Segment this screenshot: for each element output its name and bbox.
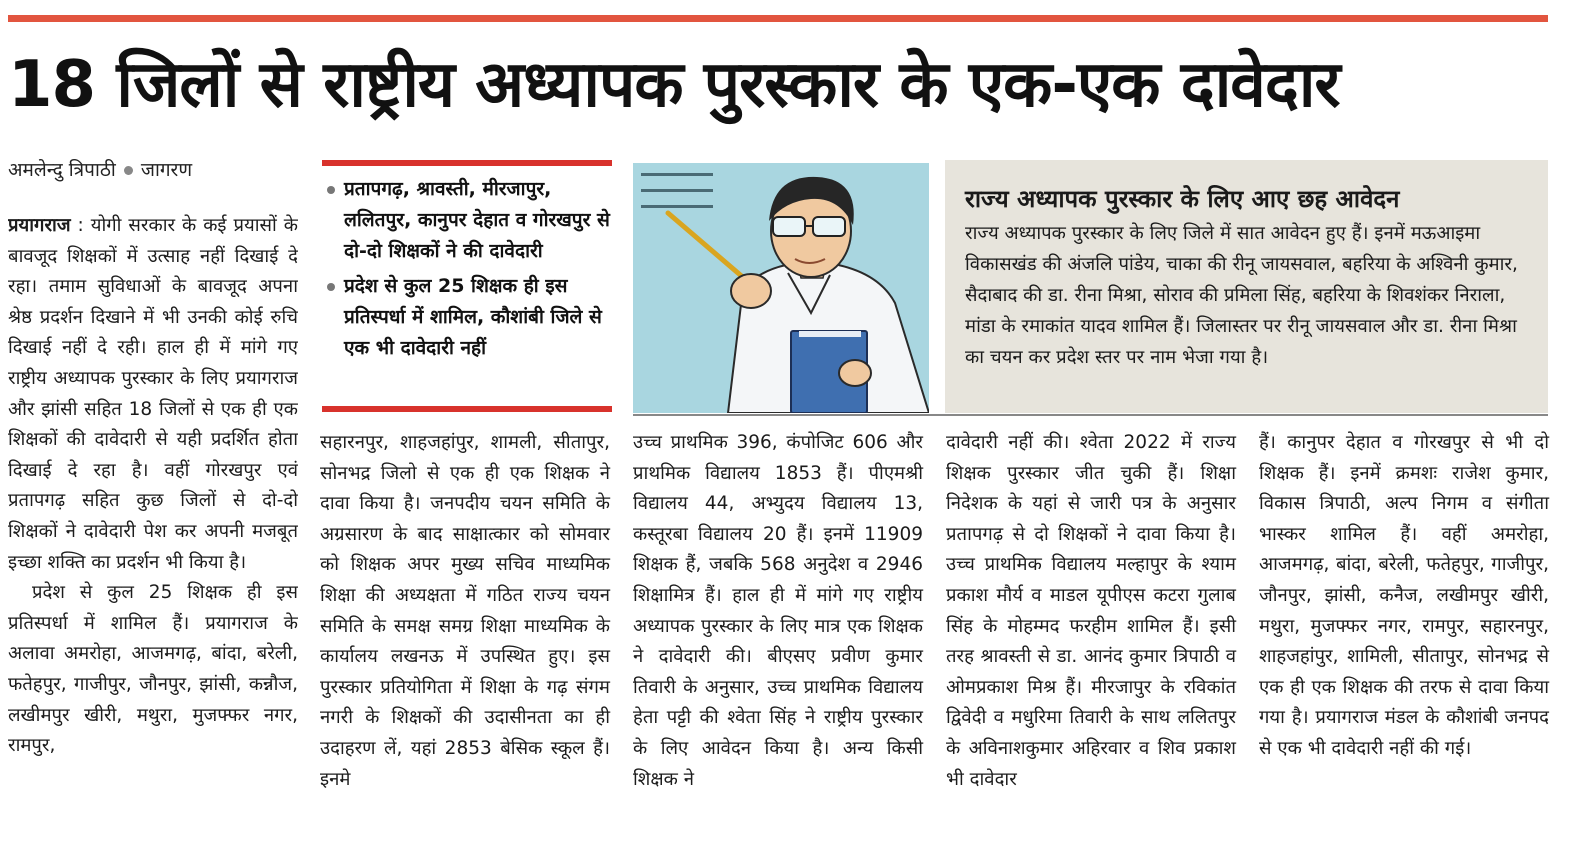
highlight-item: [324, 174, 612, 267]
sidebar-box: [945, 160, 1548, 413]
article-column-4-text: दावेदारी नहीं की। श्वेता 2022 में राज्य शिक्षक पुरस्कार जीत चुकी हैं। शिक्षा निदेशक के यहां से जारी पत्र के अनुसार प्रतापगढ़ से दो शिक्षकों ने दावा किया है। उच्च प्राथमिक विद्यालय मल्हापुर के श्याम प्रकाश मौर्य व माडल यूपीएस कटरा गुलाब सिंह के मोहम्मद फरहीम शामिल हैं। इसी तरह श्रावस्ती से डा. आनंद कुमार त्रिपाठी व ओमप्रकाश मिश्र हैं। मीरजापुर के रविकांत द्विवेदी व मधुरिमा तिवारी के साथ ललितपुर के अविनाशकुमार अहिरवार व शिव प्रकाश भी दावेदार: [946, 432, 1236, 790]
article-column-5: [1259, 428, 1549, 765]
byline-author: अमलेन्दु त्रिपाठी: [8, 159, 116, 181]
highlight-text: प्रदेश से कुल 25 शिक्षक ही इस प्रतिस्पर्धा में शामिल, कौशांबी जिले से एक भी दावेदारी नहीं: [344, 275, 602, 359]
highlights-box: [322, 160, 612, 415]
article-column-2: [320, 428, 610, 795]
byline: [8, 156, 192, 182]
highlights-top-rule: [322, 160, 612, 166]
top-accent-bar: [8, 15, 1548, 22]
highlight-item: [324, 271, 612, 364]
teacher-illustration: [633, 163, 929, 413]
article-column-1: [8, 211, 298, 843]
byline-publication: जागरण: [140, 159, 193, 181]
highlights-bottom-rule: [322, 406, 612, 412]
article-column-5-text: हैं। कानुपर देहात व गोरखपुर से भी दो शिक्षक हैं। इनमें क्रमशः राजेश कुमार, विकास त्रिपाठी, अल्प निगम व संगीता भास्कर शामिल हैं। वहीं अमरोहा, आजमगढ़, बांदा, बरेली, फतेहपुर, गाजीपुर, जौनपुर, झांसी, कनैज, लखीमपुर खीरी, मथुरा, मुजफ्फर नगर, रामपुर, सहारनपुर, शाहजहांपुर, शामिली, सीतापुर, सोनभद्र से एक ही एक शिक्षक की तरफ से दावा किया गया है। प्रयागराज मंडल के कौशांबी जनपद से एक भी दावेदारी नहीं की गई।: [1259, 432, 1549, 759]
sidebar-body: राज्य अध्यापक पुरस्कार के लिए जिले में सात आवेदन हुए हैं। इनमें मऊआइमा विकासखंड की अंजलि पांडेय, चाका की रीनू जायसवाल, बहरिया के अश्विनी कुमार, सैदाबाद की डा. रीना मिश्रा, सोराव की प्रमिला सिंह, बहरिया के शिवशंकर निराला, मांडा के रमाकांत यादव शामिल हैं। जिलास्तर पर रीनू जायसवाल और डा. रीना मिश्रा का चयन कर प्रदेश स्तर पर नाम भेजा गया है।: [965, 223, 1518, 368]
article-column-2-text: सहारनपुर, शाहजहांपुर, शामली, सीतापुर, सोनभद्र जिलो से एक ही एक शिक्षक ने दावा किया है। जनपदीय चयन समिति के अग्रसारण के बाद साक्षात्कार को सोमवार को शिक्षक अपर मुख्य सचिव माध्यमिक शिक्षा की अध्यक्षता में गठित राज्य चयन समिति के समक्ष समग्र शिक्षा माध्यमिक के कार्यालय लखनऊ में उपस्थित हुए। इस पुरस्कार प्रतियोगिता में शिक्षा के गढ़ संगम नगरी के शिक्षकों की उदासीनता का ही उदाहरण लें, यहां 2853 बेसिक स्कूल हैं। इनमे: [320, 432, 610, 790]
highlight-text: प्रतापगढ़, श्रावस्ती, मीरजापुर, ललितपुर, कानुपर देहात व गोरखपुर से दो-दो शिक्षकों ने की दावेदारी: [344, 178, 610, 262]
bullet-icon: [327, 186, 335, 194]
article-para1-text: : योगी सरकार के कई प्रयासों के बावजूद शिक्षकों में उत्साह नहीं दिखाई दे रहा। तमाम सुविधाओं के बावजूद अपना श्रेष्ठ प्रदर्शन दिखाने में भी उनकी कोई रुचि दिखाई नहीं दे रही। हाल ही में मांगे गए राष्ट्रीय अध्यापक पुरस्कार के लिए प्रयागराज और झांसी सहित 18 जिलों से एक ही एक शिक्षकों की दावेदारी से यही प्रदर्शित होता दिखाई दे रहा है। वहीं गोरखपुर एवं प्रतापगढ़ सहित कुछ जिलों से दो-दो शिक्षकों ने दावेदारी पेश कर अपनी मजबूत इच्छा शक्ति का प्रदर्शन भी किया है।: [8, 215, 298, 573]
sidebar-title: राज्य अध्यापक पुरस्कार के लिए आए छह आवेदन: [965, 185, 1400, 213]
article-column-4: [946, 428, 1236, 795]
teacher-with-pointer-icon: [633, 163, 929, 413]
article-column-3-text: उच्च प्राथमिक 396, कंपोजिट 606 और प्राथमिक विद्यालय 1853 हैं। पीएमश्री विद्यालय 44, अभ्युदय विद्यालय 13, कस्तूरबा विद्यालय 20 हैं। इनमें 11909 शिक्षक हैं, जबकि 568 अनुदेश व 2946 शिक्षामित्र हैं। हाल ही में मांगे गए राष्ट्रीय अध्यापक पुरस्कार के लिए मात्र एक शिक्षक ने दावेदारी की। बीएसए प्रवीण कुमार तिवारी के अनुसार, उच्च प्राथमिक विद्यालय हेता पट्टी की श्वेता सिंह ने राष्ट्रीय पुरस्कार के लिए आवेदन किया है। अन्य किसी शिक्षक ने: [633, 432, 923, 790]
section-divider: [633, 414, 1548, 416]
bullet-icon: [327, 283, 335, 291]
highlights-list: [322, 160, 612, 364]
byline-separator-dot: [124, 166, 133, 175]
article-column-3: [633, 428, 923, 795]
dateline: प्रयागराज: [8, 215, 71, 236]
headline: 18 जिलों से राष्ट्रीय अध्यापक पुरस्कार के एक-एक दावेदार: [8, 48, 1340, 122]
article-paragraph-1: [8, 211, 298, 578]
article-paragraph-2: प्रदेश से कुल 25 शिक्षक ही इस प्रतिस्पर्धा में शामिल हैं। प्रयागराज के अलावा अमरोहा, आजमगढ़, बांदा, बरेली, फतेहपुर, गाजीपुर, जौनपुर, झांसी, कन्नौज, लखीमपुर खीरी, मथुरा, मुजफ्फर नगर, रामपुर,: [8, 582, 298, 757]
